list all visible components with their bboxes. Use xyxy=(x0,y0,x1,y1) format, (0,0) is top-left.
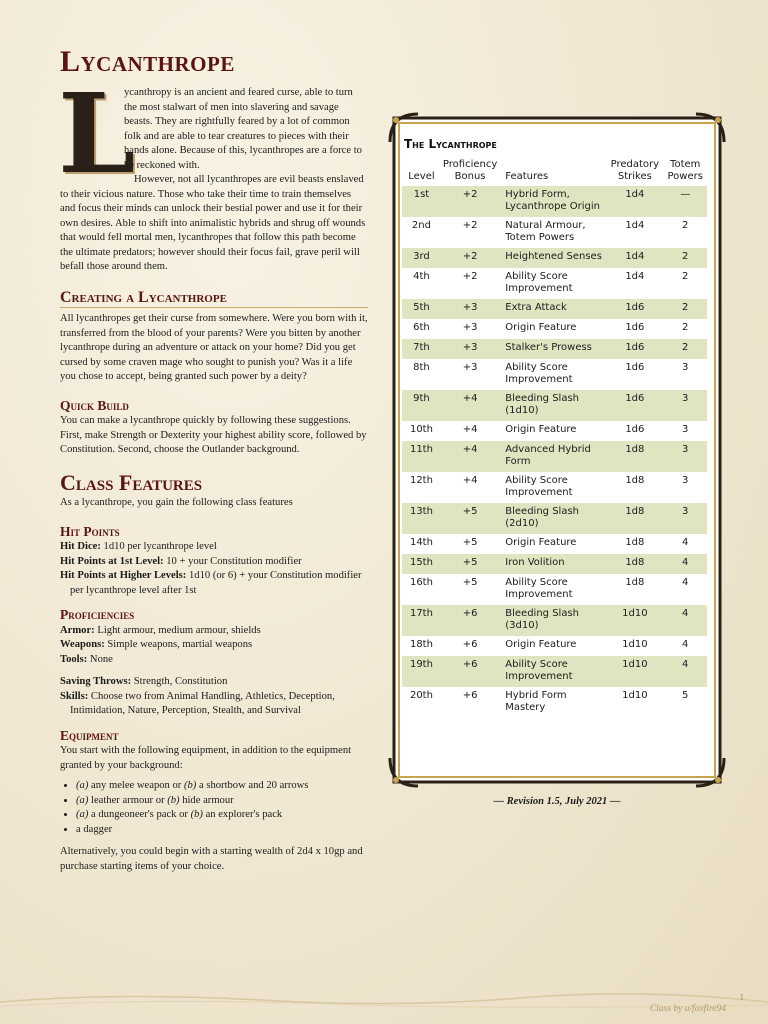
class-features-heading: Class Features xyxy=(60,469,203,495)
weapons-line xyxy=(60,638,368,653)
quick-build-text: You can make a lycanthrope quickly by following these suggestions. First, make Strength or Dexterity your highest ability score, followed by Constitution. Second, choose the Outlander background. xyxy=(60,415,367,455)
cell-totem: 5 xyxy=(682,689,689,701)
cell-proficiency: +6 xyxy=(462,638,478,650)
table-row xyxy=(402,636,707,656)
header-features: Features xyxy=(505,170,549,182)
cell-proficiency: +3 xyxy=(462,321,478,333)
hit-dice-line xyxy=(60,540,368,555)
cell-features: Ability Score Improvement xyxy=(505,474,573,498)
cell-features: Extra Attack xyxy=(499,299,606,319)
cell-strikes: 1d8 xyxy=(625,474,645,486)
cell-features: Ability Score Improvement xyxy=(505,270,573,294)
cell-totem: 4 xyxy=(663,656,707,687)
cell-level: 16th xyxy=(409,576,433,588)
cell-strikes: 1d10 xyxy=(606,656,663,687)
cell-proficiency: +6 xyxy=(441,656,499,687)
cell-strikes: 1d6 xyxy=(606,390,663,421)
saves-value: Strength, Constitution xyxy=(131,676,228,687)
list-item xyxy=(76,823,368,838)
list-item xyxy=(76,808,368,823)
cell-features: Heightened Senses xyxy=(499,248,606,268)
skills-value: Choose two from Animal Handling, Athletics, Deception, Intimidation, Nature, Perception, Stealth, and Survival xyxy=(70,690,335,716)
table-row xyxy=(402,574,707,605)
header-level: Level xyxy=(408,170,435,182)
left-column xyxy=(60,40,368,874)
table-row xyxy=(402,534,707,554)
page-number: 1 xyxy=(739,992,744,1002)
option-a: (a) xyxy=(76,780,89,791)
class-table xyxy=(402,138,707,718)
cell-proficiency: +6 xyxy=(462,689,478,701)
cell-totem: 3 xyxy=(663,390,707,421)
cell-strikes: 1d10 xyxy=(606,605,663,636)
cell-totem: 3 xyxy=(663,503,707,534)
skills-label: Skills: xyxy=(60,690,89,702)
tools-label: Tools: xyxy=(60,653,88,665)
cell-strikes: 1d8 xyxy=(625,576,645,588)
cell-proficiency: +2 xyxy=(462,219,478,231)
cell-totem: 4 xyxy=(682,536,689,548)
cell-level: 6th xyxy=(413,321,430,333)
cell-level: 7th xyxy=(402,339,441,359)
cell-level: 12th xyxy=(409,474,433,486)
cell-strikes: 1d6 xyxy=(625,361,645,373)
table-row xyxy=(402,605,707,636)
cell-proficiency: +6 xyxy=(441,605,499,636)
cell-totem: — xyxy=(663,186,707,217)
weapons-value: Simple weapons, martial weapons xyxy=(104,639,253,650)
cell-strikes: 1d8 xyxy=(606,441,663,472)
table-body xyxy=(402,186,707,718)
cell-level: 11th xyxy=(402,441,441,472)
option-b-text: hide armour xyxy=(179,794,234,806)
cell-totem: 2 xyxy=(682,321,689,333)
option-b: (b) xyxy=(190,809,203,820)
dropcap-l-icon: L xyxy=(58,69,136,198)
cell-totem: 4 xyxy=(682,576,689,588)
header-strikes-bottom: Strikes xyxy=(617,170,652,182)
skills-line xyxy=(60,690,368,719)
equipment-heading: Equipment xyxy=(60,727,119,743)
cell-strikes: 1d6 xyxy=(625,321,645,333)
intro-paragraph-1: ycanthropy is an ancient and feared curse, able to turn the most stalwart of men into slavering and savage beasts. They are rightfully feared by a lot of common folk and are able to tear creatures to pieces with their hands alone. Because of this, lycanthropes are a force to be reckoned with. xyxy=(124,87,362,171)
cell-features: Natural Armour, Totem Powers xyxy=(505,219,586,243)
cell-totem: 3 xyxy=(682,474,689,486)
table-row xyxy=(402,217,707,248)
cell-level: 18th xyxy=(409,638,433,650)
cell-proficiency: +4 xyxy=(462,474,478,486)
weapons-label: Weapons: xyxy=(60,639,105,650)
cell-strikes: 1d10 xyxy=(622,689,648,701)
cell-strikes: 1d10 xyxy=(622,638,648,650)
cell-features: Advanced Hybrid Form xyxy=(499,441,606,472)
tools-line xyxy=(60,653,368,668)
cell-strikes: 1d8 xyxy=(625,536,645,548)
cell-totem: 4 xyxy=(663,605,707,636)
cell-features: Ability Score Improvement xyxy=(505,361,573,385)
cell-level: 8th xyxy=(413,361,430,373)
cell-features: Ability Score Improvement xyxy=(505,576,573,600)
header-totem-bottom: Powers xyxy=(667,170,703,182)
class-table-frame xyxy=(388,112,726,788)
cell-strikes: 1d8 xyxy=(606,503,663,534)
equipment-wealth: Alternatively, you could begin with a starting wealth of 2d4 x 10gp and purchase starting items of your choice. xyxy=(60,846,363,872)
cell-proficiency: +2 xyxy=(462,270,478,282)
hp-first-label: Hit Points at 1st Level: xyxy=(60,555,164,567)
cell-level: 1st xyxy=(402,186,441,217)
cell-totem: 3 xyxy=(663,441,707,472)
cell-features: Hybrid Form, Lycanthrope Origin xyxy=(499,186,606,217)
hp-higher-line xyxy=(60,569,368,598)
cell-features: Bleeding Slash (2d10) xyxy=(499,503,606,534)
header-proficiency xyxy=(441,159,499,186)
progression-table xyxy=(402,159,707,718)
intro-paragraph-2: However, not all lycanthropes are evil beasts enslaved to their vicious nature. Those who take their time to train themselves and focus their minds can unlock their bestial power and use it for their own desires. Able to shift into animalistic hybrids and shrug off wounds that would fell mortal men, lycanthropes that follow this path become the ultimate predators; however should their focus fail, grave peril will befall those around them. xyxy=(60,174,366,272)
cell-proficiency: +2 xyxy=(441,186,499,217)
table-row xyxy=(402,359,707,390)
class-features-text: As a lycanthrope, you gain the following class features xyxy=(60,497,293,508)
cell-proficiency: +4 xyxy=(441,390,499,421)
cell-strikes: 1d4 xyxy=(606,186,663,217)
header-strikes xyxy=(606,159,663,186)
credit-text: Class by u/foxfire94 xyxy=(649,1004,726,1014)
table-row xyxy=(402,268,707,299)
revision-note: — Revision 1.5, July 2021 — xyxy=(493,796,621,807)
cell-level: 15th xyxy=(402,554,441,574)
table-row xyxy=(402,503,707,534)
cell-totem: 2 xyxy=(682,270,689,282)
table-row xyxy=(402,656,707,687)
cell-totem: 2 xyxy=(663,299,707,319)
cell-proficiency: +5 xyxy=(462,536,478,548)
hit-dice-value: 1d10 per lycanthrope level xyxy=(100,541,217,552)
option-a-text: any melee weapon or xyxy=(88,780,184,791)
cell-strikes: 1d4 xyxy=(625,219,645,231)
cell-level: 9th xyxy=(402,390,441,421)
hit-points-heading: Hit Points xyxy=(60,523,120,539)
header-proficiency-bottom: Bonus xyxy=(454,170,486,182)
page-title: Lycanthrope xyxy=(60,45,235,78)
armor-line xyxy=(60,624,368,639)
hit-dice-label: Hit Dice: xyxy=(60,541,101,552)
list-item xyxy=(76,779,368,794)
armor-value: Light armour, medium armour, shields xyxy=(94,624,261,636)
intro-section xyxy=(58,69,368,275)
hp-higher-value: 1d10 (or 6) + your Constitution modifier per lycanthrope level after 1st xyxy=(70,570,362,596)
option-a-text: a dungeoneer's pack or xyxy=(88,809,191,820)
cell-totem: 3 xyxy=(682,361,689,373)
creating-text: All lycanthropes get their curse from somewhere. Were you born with it, transferred from the blood of your parents? Were you bitten by another lycanthrope during an adventure or attack on your home? Did you get cursed by some craven mage who sought to punish you? Was it a life you chose to accept, being granted such power by a deity? xyxy=(60,313,368,382)
cell-features: Origin Feature xyxy=(505,423,577,435)
cell-proficiency: +3 xyxy=(441,299,499,319)
creating-heading: Creating a Lycanthrope xyxy=(60,291,368,309)
cell-level: 5th xyxy=(402,299,441,319)
cell-strikes: 1d6 xyxy=(625,423,645,435)
cell-level: 14th xyxy=(409,536,433,548)
header-totem-top: Totem xyxy=(670,158,701,170)
table-row xyxy=(402,248,707,268)
quick-build-heading: Quick Build xyxy=(60,397,129,413)
table-row xyxy=(402,390,707,421)
cell-proficiency: +3 xyxy=(441,339,499,359)
cell-proficiency: +4 xyxy=(441,441,499,472)
cell-features: Ability Score Improvement xyxy=(499,656,606,687)
cell-features: Origin Feature xyxy=(505,536,577,548)
header-proficiency-top: Proficiency xyxy=(442,158,498,170)
cell-strikes: 1d6 xyxy=(606,299,663,319)
list-item xyxy=(76,794,368,809)
cell-level: 19th xyxy=(402,656,441,687)
cell-proficiency: +2 xyxy=(441,248,499,268)
equipment-list xyxy=(60,779,368,837)
cell-features: Bleeding Slash (3d10) xyxy=(499,605,606,636)
table-row xyxy=(402,339,707,359)
cell-strikes: 1d4 xyxy=(606,248,663,268)
table-row xyxy=(402,186,707,217)
cell-level: 4th xyxy=(413,270,430,282)
table-row xyxy=(402,421,707,441)
option-b: (b) xyxy=(183,780,197,791)
table-row xyxy=(402,319,707,339)
option-a: (a) xyxy=(76,794,89,806)
cell-proficiency: +4 xyxy=(462,423,478,435)
cell-level: 13th xyxy=(402,503,441,534)
cell-strikes: 1d8 xyxy=(606,554,663,574)
table-row xyxy=(402,554,707,574)
cell-strikes: 1d6 xyxy=(606,339,663,359)
cell-features: Iron Volition xyxy=(499,554,606,574)
cell-level: 3rd xyxy=(402,248,441,268)
header-totem xyxy=(663,159,707,186)
cell-totem: 2 xyxy=(682,219,689,231)
cell-features: Origin Feature xyxy=(505,321,577,333)
cell-level: 20th xyxy=(409,689,433,701)
cell-features: Bleeding Slash (1d10) xyxy=(499,390,606,421)
table-header-row xyxy=(402,159,707,186)
tools-value: None xyxy=(87,653,113,665)
cell-level: 10th xyxy=(409,423,433,435)
option-b-text: an explorer's pack xyxy=(202,809,283,820)
cell-totem: 2 xyxy=(663,339,707,359)
cell-level: 2nd xyxy=(411,219,431,231)
cell-totem: 4 xyxy=(663,554,707,574)
proficiencies-heading: Proficiencies xyxy=(60,607,135,622)
cell-strikes: 1d4 xyxy=(625,270,645,282)
option-a: (a) xyxy=(76,809,89,820)
cell-features: Origin Feature xyxy=(505,638,577,650)
cell-features: Hybrid Form Mastery xyxy=(505,689,567,713)
equipment-text: You start with the following equipment, in addition to the equipment granted by your background: xyxy=(60,745,352,771)
hp-first-line xyxy=(60,555,368,570)
saves-label: Saving Throws: xyxy=(60,676,132,687)
armor-label: Armor: xyxy=(60,624,95,636)
cell-features: Stalker's Prowess xyxy=(499,339,606,359)
option-b: (b) xyxy=(167,794,180,806)
hp-first-value: 10 + your Constitution modifier xyxy=(163,555,302,567)
cell-totem: 3 xyxy=(682,423,689,435)
cell-level: 17th xyxy=(402,605,441,636)
saves-line xyxy=(60,675,368,690)
hp-higher-label: Hit Points at Higher Levels: xyxy=(60,570,187,581)
cell-proficiency: +3 xyxy=(462,361,478,373)
cell-proficiency: +5 xyxy=(462,576,478,588)
option-a-text: a dagger xyxy=(76,823,113,835)
table-row xyxy=(402,299,707,319)
table-title: The Lycanthrope xyxy=(404,137,497,151)
table-row xyxy=(402,472,707,503)
table-row xyxy=(402,441,707,472)
cell-totem: 2 xyxy=(663,248,707,268)
cell-proficiency: +5 xyxy=(441,503,499,534)
spacer xyxy=(60,667,368,675)
cell-proficiency: +5 xyxy=(441,554,499,574)
option-a-text: leather armour or xyxy=(88,794,168,806)
table-row xyxy=(402,687,707,718)
cell-totem: 4 xyxy=(682,638,689,650)
header-strikes-top: Predatory xyxy=(610,158,660,170)
option-b-text: a shortbow and 20 arrows xyxy=(196,780,309,791)
